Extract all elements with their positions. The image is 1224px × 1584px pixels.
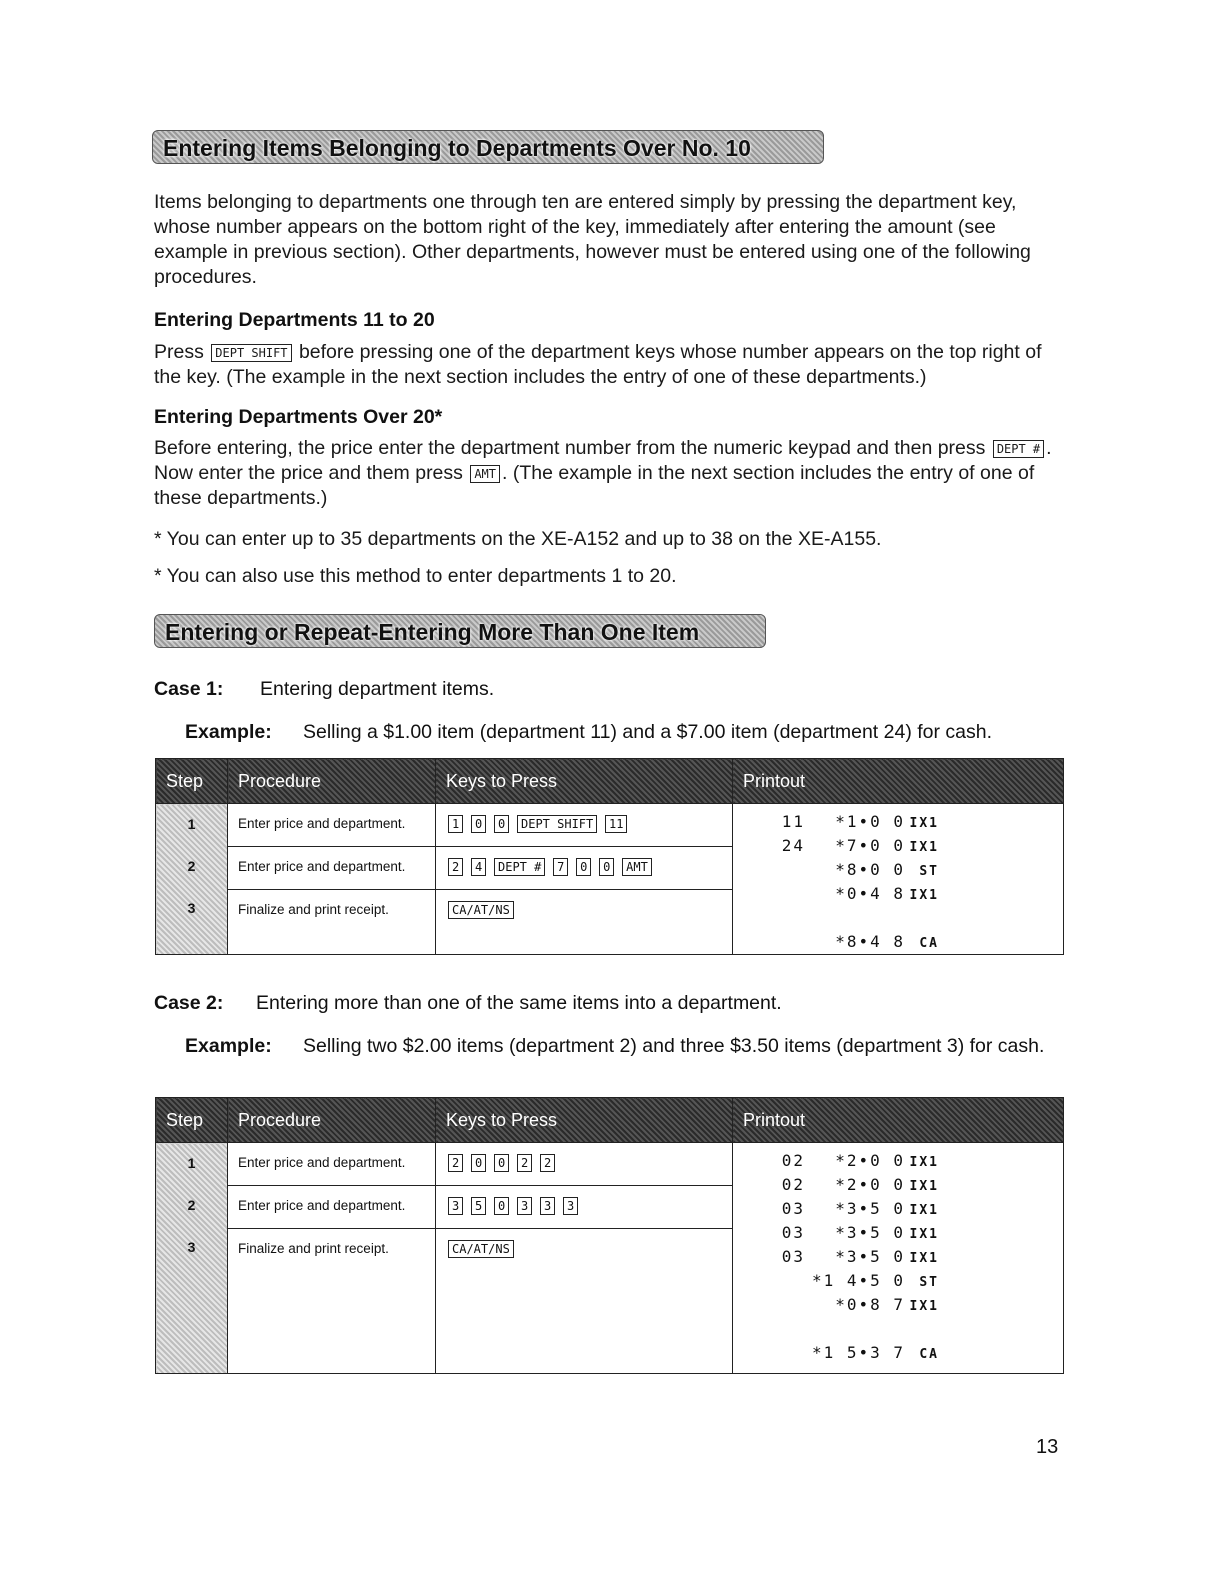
printout-amount: *3•5 0 — [835, 1223, 905, 1242]
dept-hash-key-icon: DEPT # — [993, 440, 1044, 458]
printout-amount: *1 5•3 7 — [811, 1343, 905, 1362]
key-icon: 0 — [494, 1197, 509, 1215]
printout-line — [733, 882, 1063, 906]
printout-code: 24 — [781, 836, 805, 855]
printout-flag: ST — [919, 1275, 939, 1290]
step-number: 1 — [187, 1155, 196, 1171]
keys-column — [436, 1143, 733, 1374]
printout-line — [733, 1317, 1063, 1341]
heading-departments-over-20: Entering Departments Over 20* — [154, 406, 443, 428]
printout-amount: *0•4 8 — [835, 884, 905, 903]
key-icon: 2 — [448, 858, 463, 876]
step-column — [156, 1143, 228, 1374]
printout-flag: IX1 — [909, 1155, 939, 1170]
case-1-label: Case 1: — [154, 678, 224, 700]
printout-line — [733, 1173, 1063, 1197]
table-header-row — [156, 759, 1064, 804]
procedure-text: Enter price and department. — [228, 1186, 435, 1229]
printout-amount: *7•0 0 — [835, 836, 905, 855]
key-icon: 0 — [494, 1154, 509, 1172]
key-icon: 2 — [448, 1154, 463, 1172]
key-icon: 0 — [576, 858, 591, 876]
key-icon: 2 — [517, 1154, 532, 1172]
over-20-text-3: . (The example in the next section includes the entry of one of these departments.) — [154, 462, 1035, 509]
printout-line — [733, 1341, 1063, 1365]
printout-line — [733, 1245, 1063, 1269]
key-icon: 3 — [517, 1197, 532, 1215]
printout-line — [733, 834, 1063, 858]
printout-amount: *3•5 0 — [835, 1199, 905, 1218]
printout-amount: *1•0 0 — [835, 812, 905, 831]
key-icon: 1 — [448, 815, 463, 833]
step-column — [156, 804, 228, 955]
step-number: 1 — [187, 816, 196, 832]
key-icon: 3 — [448, 1197, 463, 1215]
case-1-text: Entering department items. — [260, 678, 495, 700]
over-20-text-2: . Now enter the price and them press — [154, 437, 1052, 484]
printout-amount: *1 4•5 0 — [811, 1271, 905, 1290]
key-icon: 3 — [540, 1197, 555, 1215]
case-1-example-text: Selling a $1.00 item (department 11) and a $7.00 item (department 24) for cash. — [303, 721, 993, 743]
key-icon: AMT — [622, 858, 652, 876]
printout-flag: CA — [919, 936, 939, 951]
printout-line — [733, 930, 1063, 954]
printout-amount: *2•0 0 — [835, 1151, 905, 1170]
case-1-line — [154, 678, 494, 701]
printout-flag: CA — [919, 1347, 939, 1362]
printout-line — [733, 1221, 1063, 1245]
amt-key-icon: AMT — [470, 465, 500, 483]
footnote-method-1-20: * You can also use this method to enter departments 1 to 20. — [154, 565, 677, 587]
step-number: 3 — [187, 900, 196, 916]
table-header-row — [156, 1098, 1064, 1143]
printout-code: 03 — [781, 1223, 805, 1242]
printout-code: 11 — [781, 812, 805, 831]
header-step: Step — [156, 1098, 228, 1143]
printout-code: 02 — [781, 1151, 805, 1170]
header-printout: Printout — [733, 1098, 1064, 1143]
procedure-text: Finalize and print receipt. — [238, 902, 389, 917]
dept-shift-key-icon: DEPT SHIFT — [211, 344, 291, 362]
footnote-departments-limit: * You can enter up to 35 departments on the XE-A152 and up to 38 on the XE-A155. — [154, 528, 882, 550]
printout-code: 03 — [781, 1199, 805, 1218]
printout-amount: *8•4 8 — [835, 932, 905, 951]
printout-amount: *0•8 7 — [835, 1295, 905, 1314]
printout-flag: IX1 — [909, 1179, 939, 1194]
heading-departments-11-20: Entering Departments 11 to 20 — [154, 309, 435, 331]
printout-line — [733, 1269, 1063, 1293]
printout-line — [733, 906, 1063, 930]
case-1-example-label: Example: — [185, 721, 272, 743]
printout-amount: *3•5 0 — [835, 1247, 905, 1266]
case-2-table — [155, 1097, 1064, 1374]
printout-flag: IX1 — [909, 1203, 939, 1218]
header-printout: Printout — [733, 759, 1064, 804]
departments-11-20-text: before pressing one of the department keys whose number appears on the top right of the key. (The example in the next section includes the entry of one of these departments.) — [154, 341, 1042, 388]
printout-flag: IX1 — [909, 1227, 939, 1242]
printout-column — [733, 1143, 1064, 1374]
section-title-departments-over-10: Entering Items Belonging to Departments Over No. 10 — [152, 130, 824, 164]
key-icon: 0 — [599, 858, 614, 876]
press-text: Press — [154, 341, 204, 363]
case-2-text: Entering more than one of the same items into a department. — [256, 992, 782, 1014]
procedure-text: Finalize and print receipt. — [238, 1241, 389, 1256]
header-step: Step — [156, 759, 228, 804]
case-2-label: Case 2: — [154, 992, 224, 1014]
case-2-example-label: Example: — [185, 1035, 272, 1057]
table-body-row — [156, 1143, 1064, 1374]
header-procedure: Procedure — [228, 759, 436, 804]
header-keys: Keys to Press — [436, 759, 733, 804]
printout-column — [733, 804, 1064, 955]
printout-line — [733, 810, 1063, 834]
printout-amount: *2•0 0 — [835, 1175, 905, 1194]
key-icon: 0 — [494, 815, 509, 833]
printout-flag: IX1 — [909, 1251, 939, 1266]
printout-flag: IX1 — [909, 888, 939, 903]
printout-flag: IX1 — [909, 816, 939, 831]
over-20-text-1: Before entering, the price enter the department number from the numeric keypad and then press — [154, 437, 986, 459]
page-number: 13 — [1036, 1436, 1059, 1458]
printout-line — [733, 858, 1063, 882]
procedure-text: Enter price and department. — [228, 847, 435, 890]
key-icon: 0 — [471, 815, 486, 833]
departments-11-20-paragraph — [154, 340, 1054, 390]
case-2-line — [154, 992, 782, 1015]
procedure-column — [228, 1143, 436, 1374]
printout-line — [733, 1293, 1063, 1317]
keys-step-3 — [436, 890, 732, 932]
key-icon: 3 — [563, 1197, 578, 1215]
case-1-example — [185, 720, 1065, 746]
procedure-text: Enter price and department. — [228, 804, 435, 847]
case-1-table — [155, 758, 1064, 955]
case-2-example — [185, 1034, 1065, 1086]
key-icon: 4 — [471, 858, 486, 876]
printout-flag: IX1 — [909, 1299, 939, 1314]
intro-paragraph: Items belonging to departments one through ten are entered simply by pressing the department key, whose number appears on the bottom right of the key, immediately after entering the amount (see example in previous section). Other departments, however must be entered using one of the following procedures. — [154, 191, 1031, 288]
printout-flag: IX1 — [909, 840, 939, 855]
step-number: 2 — [187, 1197, 196, 1213]
keys-step-2 — [436, 1186, 732, 1229]
key-icon: DEPT # — [494, 858, 545, 876]
header-keys: Keys to Press — [436, 1098, 733, 1143]
key-icon: 0 — [471, 1154, 486, 1172]
procedure-column — [228, 804, 436, 955]
departments-over-20-paragraph — [154, 436, 1059, 511]
case-2-example-text: Selling two $2.00 items (department 2) and three $3.50 items (department 3) for cash. — [303, 1035, 1045, 1057]
key-icon: 2 — [540, 1154, 555, 1172]
printout-line — [733, 1197, 1063, 1221]
key-icon: CA/AT/NS — [448, 901, 514, 919]
key-icon: 5 — [471, 1197, 486, 1215]
key-icon: DEPT SHIFT — [517, 815, 597, 833]
step-number: 3 — [187, 1239, 196, 1255]
keys-step-1 — [436, 804, 732, 847]
table-body-row — [156, 804, 1064, 955]
key-icon: CA/AT/NS — [448, 1240, 514, 1258]
step-number: 2 — [187, 858, 196, 874]
printout-amount: *8•0 0 — [835, 860, 905, 879]
header-procedure: Procedure — [228, 1098, 436, 1143]
keys-step-2 — [436, 847, 732, 890]
keys-step-3 — [436, 1229, 732, 1271]
printout-line — [733, 1149, 1063, 1173]
key-icon: 11 — [605, 815, 627, 833]
key-icon: 7 — [553, 858, 568, 876]
printout-flag: ST — [919, 864, 939, 879]
section-title-repeat-entering: Entering or Repeat-Entering More Than One Item — [154, 614, 766, 648]
printout-code: 03 — [781, 1247, 805, 1266]
keys-column — [436, 804, 733, 955]
procedure-text: Enter price and department. — [228, 1143, 435, 1186]
printout-code: 02 — [781, 1175, 805, 1194]
keys-step-1 — [436, 1143, 732, 1186]
